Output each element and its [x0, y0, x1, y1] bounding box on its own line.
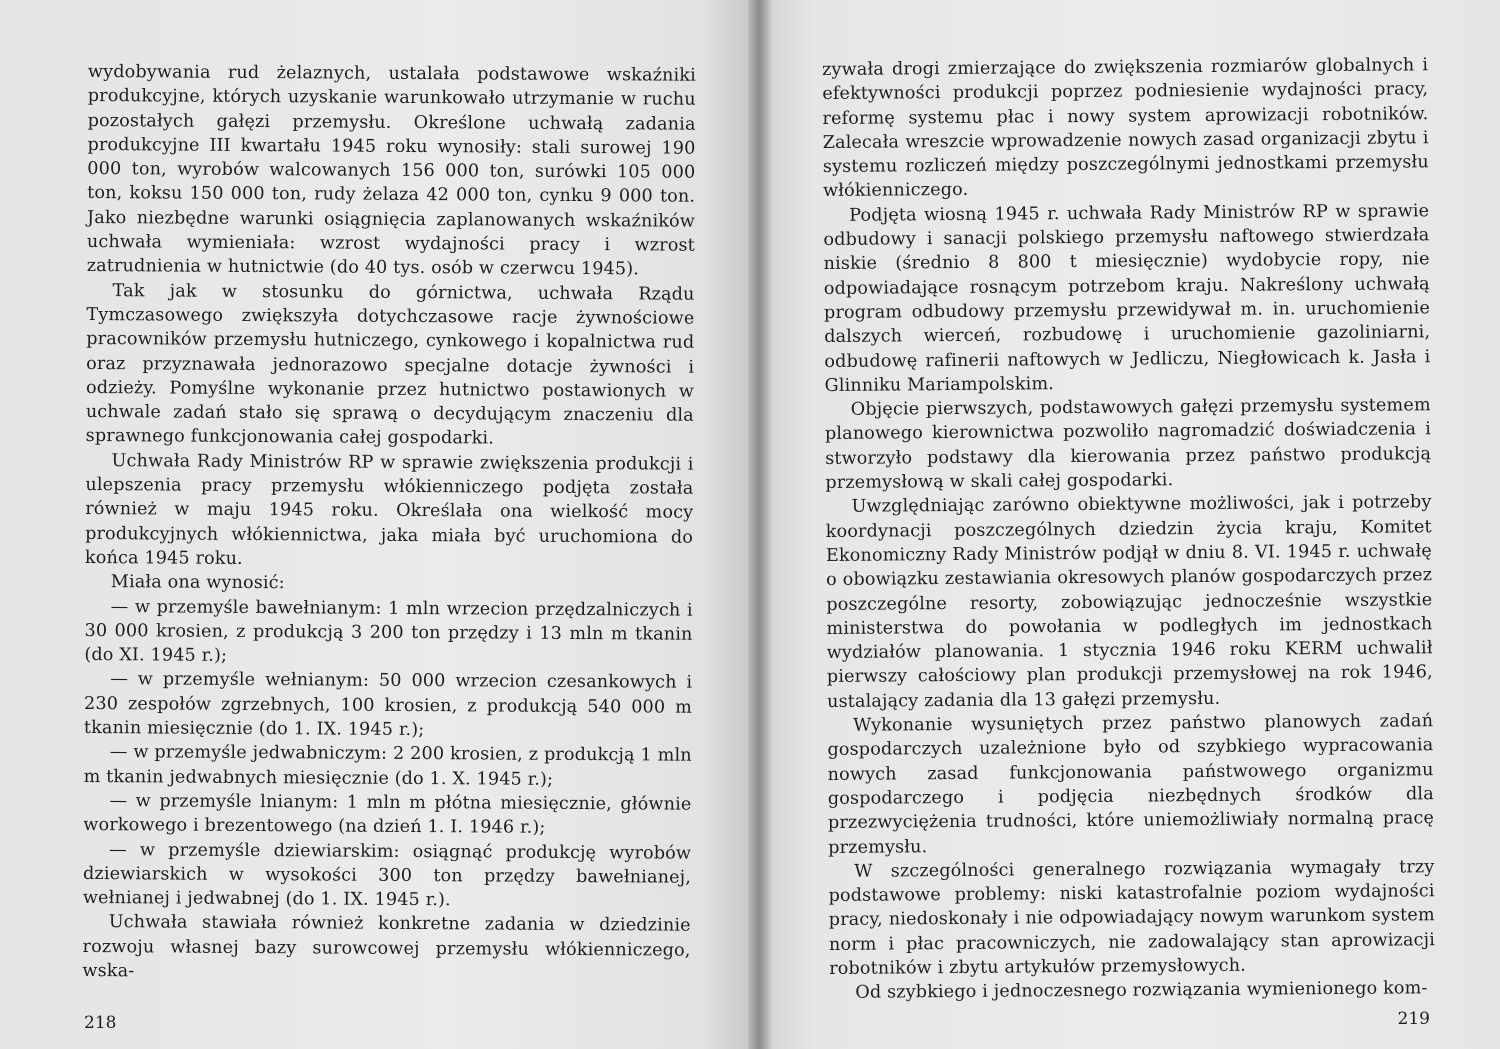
list-item: — w przemyśle lnianym: 1 mln m płótna miesięcznie, głównie workowego i brezentowego (na dzień 1. I. 1946 r.); — [83, 791, 692, 839]
list-item: — w przemyśle dziewiarskim: osiągnąć produkcję wyrobów dziewiarskich w wysokości 300 ton przędzy bawełnianej, wełnianej i jedwabnej (do 1. IX. 1945 r.). — [82, 839, 692, 911]
page-number-right: 219 — [1397, 1009, 1430, 1029]
paragraph: zywała drogi zmierzające do zwiększenia rozmiarów globalnych i efektywności produkcji poprzez podniesienie wydajności pracy, reformę systemu płac i nowy system aprowizacji robotników. Zalecała wreszcie wprowadzenie nowych zasad organizacji zbytu i systemu rozliczeń między poszczególnymi jednostkami przemysłu włókienniczego. — [822, 55, 1429, 202]
page-number-left: 218 — [84, 1013, 117, 1033]
list-item: — w przemyśle wełnianym: 50 000 wrzecion czesankowych i 230 zespołów zgrzebnych, 100 krosien, z produkcją 540 000 m tkanin miesięcznie (do 1. IX. 1945 r.); — [83, 669, 693, 741]
right-page — [772, 0, 1500, 1049]
paragraph: Od szybkiego i jednoczesnego rozwiązania wymienionego kom- — [855, 978, 1428, 1004]
paragraph: Uchwała Rady Ministrów RP w sprawie zwiększenia produkcji i ulepszenia pracy przemysłu włókienniczego podjęta została również w maju 1945 roku. Określała ona wielkość mocy produkcyjnych włókiennictwa, jaka miała być uruchomiona do końca 1945 roku. — [84, 450, 694, 569]
list-item: — w przemyśle jedwabniczym: 2 200 krosien, z produkcją 1 mln m tkanin jedwabnych miesięcznie (do 1. X. 1945 r.); — [83, 742, 692, 790]
paragraph: Miała ona wynosić: — [110, 572, 285, 594]
paragraph: W szczególności generalnego rozwiązania wymagały trzy podstawowe problemy: niski katastrofalnie poziom wydajności pracy, niedoskonały i nie odpowiadający nowym warunkom system norm i płac pracowniczych, nie zadowalający stan aprowizacji robotników i zbytu artykułów przemysłowych. — [828, 857, 1436, 979]
paragraph: Tak jak w stosunku do górnictwa, uchwała Rządu Tymczasowego zwiększyła dotychczasowe racje żywnościowe pracowników przemysłu hutniczego, cynkowego i kopalnictwa rud oraz przyznawała jednorazowo specjalne dotacje żywności i odzieży. Pomyślne wykonanie przez hutnictwo postawionych w uchwale zadań stało się sprawą o decydującym znaczeniu dla sprawnego funkcjonowania całej gospodarki. — [85, 280, 695, 449]
paragraph: Objęcie pierwszych, podstawowych gałęzi przemysłu systemem planowego kierownictwa pozwoliło nagromadzić doświadczenia i stworzyło podstawy dla kierowania przez państwo produkcją przemysłową w skali całej gospodarki. — [824, 395, 1432, 494]
left-page — [0, 0, 748, 1049]
right-page-text — [822, 53, 1435, 1005]
paragraph: Podjęta wiosną 1945 r. uchwała Rady Ministrów RP w sprawie odbudowy i sanacji polskiego przemysłu naftowego stwierdzała niskie (średnio 8 800 t miesięcznie) wydobycie ropy, nie odpowiadające rosnącym potrzebom kraju. Nakreślony uchwałą program odbudowy przemysłu przewidywał m. in. uruchomienie dalszych wierceń, rozbudowę i uruchomienie gazoliniarni, odbudowę rafinerii naftowych w Jedliczu, Niegłowicach k. Jasła i Glinniku Mariampolskim. — [823, 201, 1431, 396]
book-gutter — [748, 0, 772, 1049]
left-page-text — [82, 60, 696, 987]
list-item: — w przemyśle bawełnianym: 1 mln wrzecion przędzalniczych i 30 000 krosien, z produkcją 3 200 ton przędzy i 13 mln m tkanin (do XI. 1945 r.); — [84, 596, 693, 666]
paragraph: Wykonanie wysuniętych przez państwo planowych zadań gospodarczych uzależnione było od szybkiego wypracowania nowych zasad funkcjonowania państwowego organizmu gospodarczego i podjęcia niezbędnych środków dla przezwyciężenia trudności, które uniemożliwiały normalną pracę przemysłu. — [827, 711, 1435, 858]
paragraph: Uwzględniając zarówno obiektywne możliwości, jak i potrzeby koordynacji poszczególnych dziedzin życia kraju, Komitet Ekonomiczny Rady Ministrów podjął w dniu 8. VI. 1945 r. uchwałę o obowiązku zestawiania okresowych planów gospodarczych przez poszczególne resorty, zobowiązując jednocześnie wszystkie ministerstwa do powołania w podległych im jednostkach wydziałów planowania. 1 stycznia 1946 roku KERM uchwalił pierwszy całościowy plan produkcji przemysłowej na rok 1946, ustalający zadania dla 13 gałęzi przemysłu. — [825, 492, 1433, 712]
paragraph: wydobywania rud żelaznych, ustalała podstawowe wskaźniki produkcyjne, których uzyskanie warunkowało utrzymanie w ruchu pozostałych gałęzi przemysłu. Określone uchwałą zadania produkcyjne III kwartału 1945 roku wynosiły: stali surowej 190 000 ton, wyrobów walcowanych 156 000 ton, surówki 105 000 ton, koksu 150 000 ton, rudy żelaza 42 000 ton, cynku 9 000 ton. Jako niezbędne warunki osiągnięcia zaplanowanych wskaźników uchwała wymieniała: wzrost wydajności pracy i wzrost zatrudnienia w hutnictwie (do 40 tys. osób w czerwcu 1945). — [86, 61, 696, 280]
paragraph: Uchwała stawiała również konkretne zadania w dziedzinie rozwoju własnej bazy surowcowej przemysłu włókienniczego, wska- — [82, 912, 691, 982]
